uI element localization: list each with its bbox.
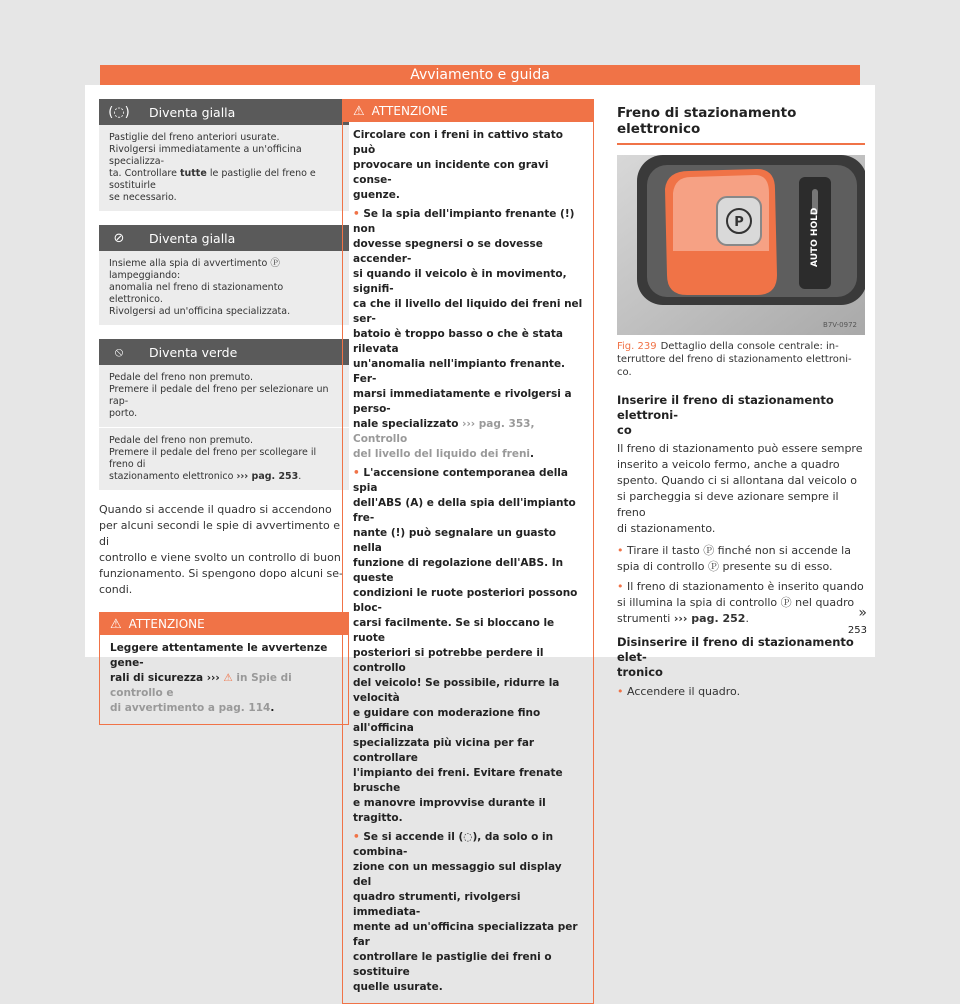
column-3 [617, 99, 865, 700]
text-span: . [270, 702, 275, 714]
bullet-icon: • [617, 544, 627, 557]
text-line: condi. [99, 583, 133, 596]
figure-console-switch [617, 155, 865, 335]
chapter-title: Avviamento e guida [410, 67, 550, 83]
text-line: ca che il livello del liquido dei freni nel ser- [353, 298, 583, 325]
page-link[interactable]: ››› pag. 252 [673, 612, 746, 625]
section-title: Freno di stazionamento elettronico [617, 99, 865, 145]
text-span: Accendere il quadro. [627, 685, 741, 698]
parking-brake-icon: Ⓟ [270, 258, 280, 269]
text-line [110, 671, 338, 701]
brake-wear-icon: (◌) [458, 831, 478, 843]
bullet-item [617, 543, 865, 575]
text-line [617, 543, 865, 559]
page-link[interactable]: di avvertimento a pag. 114 [110, 702, 271, 714]
foot-brake-icon: ⦸ [114, 344, 124, 360]
warning-body [343, 122, 593, 1003]
text-line: Premere il pedale del freno per scollegare il freno di [109, 447, 317, 470]
bullet-icon: • [617, 685, 627, 698]
text-span: stazionamento elettronico [109, 471, 237, 482]
text-span: nante [353, 527, 391, 539]
text-span: lampeggiando: [109, 270, 181, 281]
text-line: Quando si accende il quadro si accendono [99, 503, 332, 516]
text-span: , da solo o in combina- [353, 831, 554, 858]
text-span: può segnalare un guasto nella [353, 527, 557, 554]
abs-icon: (A) [405, 497, 424, 509]
text-line: Circolare con i freni in cattivo stato può [353, 129, 563, 156]
subheading-release [617, 635, 865, 680]
text-span: nel quadro [791, 596, 855, 609]
text-line: Pedale del freno non premuto. [109, 372, 253, 383]
text-line: per alcuni secondi le spie di avvertimento e di [99, 519, 340, 548]
bold-word: tutte [179, 168, 207, 179]
text-line [109, 168, 339, 192]
text-line: Il freno di stazionamento può essere sempre [617, 442, 863, 455]
text-line: Pedale del freno non premuto. [109, 435, 253, 446]
figure-number: Fig. 239 [617, 341, 657, 352]
text-line: Rivolgersi immediatamente a un'officina specializza- [109, 144, 302, 167]
text-line: L'accensione contemporanea della spia [353, 467, 568, 494]
indicator-bar-2 [99, 225, 349, 251]
text-line: del veicolo! Se possibile, ridurre la velocità [353, 677, 560, 704]
parking-brake-icon: Ⓟ [703, 544, 715, 557]
text-span: Se si accende il [363, 831, 459, 843]
text-line [617, 559, 865, 575]
warning-title: ATTENZIONE [371, 104, 448, 118]
text-line: posteriori si potrebbe perdere il controllo [353, 647, 544, 674]
text-line: Inserire il freno di stazionamento elettroni- [617, 393, 834, 422]
intro-paragraph [99, 502, 349, 598]
bullet-icon: • [353, 208, 364, 220]
indicator-desc-1 [99, 125, 349, 211]
text-line: batoio è troppo basso o che è stata rilevata [353, 328, 563, 355]
text-span: finché non si accende la [714, 544, 851, 557]
text-span: ta. Controllare [109, 168, 180, 179]
text-line: tronico [617, 665, 663, 679]
text-line: porto. [109, 408, 138, 419]
text-line: Rivolgersi ad un'officina specializzata. [109, 306, 291, 317]
indicator-title: Diventa verde [149, 344, 238, 360]
text-line: co. [617, 367, 632, 378]
text-line: spento. Quando ci si allontana dal veicolo o [617, 474, 857, 487]
figure-caption [617, 340, 865, 379]
warning-body [100, 635, 348, 724]
warning-triangle-icon: ⚠ [353, 103, 365, 119]
warning-triangle-icon: ⚠ [110, 616, 122, 632]
column-1 [99, 99, 349, 725]
indicator-title: Diventa gialla [149, 230, 236, 246]
text-line: carsi facilmente. Se si bloccano le ruote [353, 617, 555, 644]
subheading-insert [617, 393, 865, 438]
text-line: controllo e viene svolto un controllo di buon [99, 551, 341, 564]
text-line: Disinserire il freno di stazionamento elet- [617, 635, 854, 664]
warning-header [343, 100, 593, 122]
text-line [617, 579, 865, 595]
text-line: se necessario. [109, 192, 177, 203]
text-span: le pastiglie del freno e sostituirle [109, 168, 316, 191]
bullet-item [353, 466, 583, 826]
text-line: mente ad un'officina specializzata per far [353, 921, 578, 948]
column-2 [342, 99, 594, 1004]
parking-brake-fault-icon: ⊘ [113, 230, 125, 246]
bullet-item [617, 579, 865, 627]
text-line: zione con un messaggio sul display del [353, 861, 562, 888]
auto-hold-label: AUTO HOLD [810, 207, 820, 267]
text-span: Il freno di stazionamento è inserito quando [627, 580, 864, 593]
text-line: di stazionamento. [617, 522, 716, 535]
warning-intro [353, 128, 583, 203]
text-line: inserito a veicolo fermo, anche a quadro [617, 458, 840, 471]
text-line: specializzata più vicina per far controllare [353, 737, 535, 764]
parking-brake-icon: Ⓟ [780, 596, 792, 609]
text-line [617, 611, 865, 627]
indicator-desc-3a [99, 365, 349, 427]
text-span: dell'ABS [353, 497, 406, 509]
text-line: un'anomalia nell'impianto frenante. Fer- [353, 358, 566, 385]
text-line: Leggere attentamente le avvertenze gene- [110, 642, 328, 669]
warning-box-2 [342, 99, 594, 1004]
text-span: . [298, 471, 302, 482]
figure-code: B7V-0972 [823, 321, 857, 329]
bullet-icon: • [353, 467, 364, 479]
text-span: rali di sicurezza [110, 672, 207, 684]
text-span: . [530, 448, 535, 460]
bullet-icon: • [617, 580, 627, 593]
text-line: Premere il pedale del freno per selezionare un rap- [109, 384, 329, 407]
text-span: e della spia dell'impianto fre- [353, 497, 576, 524]
text-line [110, 701, 338, 716]
text-line: dovesse spegnersi o se dovesse accender- [353, 238, 543, 265]
text-line: funzionamento. Si spengono dopo alcuni se- [99, 567, 344, 580]
indicator-desc-2 [99, 251, 349, 325]
text-line: guenze. [353, 189, 400, 201]
text-span: . [745, 612, 749, 625]
page-header [100, 65, 860, 85]
page [85, 85, 875, 993]
text-line: l'impianto dei freni. Evitare frenate brusche [353, 767, 563, 794]
text-span: nale specializzato [353, 418, 463, 430]
indicator-title: Diventa gialla [149, 104, 236, 120]
indicator-bar-3 [99, 339, 349, 365]
text-line: provocare un incidente con gravi conse- [353, 159, 549, 186]
insert-paragraph [617, 441, 865, 537]
indicator-desc-3b [99, 428, 349, 490]
text-span: Tirare il tasto [627, 544, 704, 557]
text-line: e manovre improvvise durante il tragitto. [353, 797, 546, 824]
warning-title: ATTENZIONE [128, 617, 205, 631]
text-span: presente su di esso. [718, 560, 833, 573]
ref-arrows: ››› [206, 672, 224, 684]
text-span: non [353, 223, 376, 235]
bullet-item [353, 207, 583, 462]
text-line: anomalia nel freno di stazionamento elettronico. [109, 282, 284, 305]
text-line [109, 471, 339, 483]
indicator-bar-1 [99, 99, 349, 125]
text-line: funzione di regolazione dell'ABS. In queste [353, 557, 564, 584]
page-link[interactable]: ››› pag. 353, Controllo [353, 418, 535, 445]
brake-wear-icon: (◌) [108, 104, 130, 120]
text-span: spia di controllo [617, 560, 708, 573]
bullet-icon: • [353, 831, 364, 843]
brake-system-icon: (!) [560, 208, 575, 220]
text-line: si parcheggia si deve azionare sempre il freno [617, 490, 839, 519]
bullet-item [353, 830, 583, 995]
brake-system-icon: (!) [390, 527, 406, 539]
text-span: Se la spia dell'impianto frenante [363, 208, 561, 220]
text-line: marsi immediatamente e rivolgersi a perso- [353, 388, 572, 415]
page-link[interactable]: del livello del liquido dei freni [353, 448, 531, 460]
text-line: co [617, 423, 632, 437]
text-line: e guidare con moderazione fino all'officina [353, 707, 541, 734]
text-line: quelle usurate. [353, 981, 443, 993]
text-span: Insieme alla spia di avvertimento [109, 258, 271, 269]
text-line: si quando il veicolo è in movimento, signifi- [353, 268, 567, 295]
text-line: quadro strumenti, rivolgersi immediata- [353, 891, 521, 918]
warning-box-1 [99, 612, 349, 725]
warning-header [100, 613, 348, 635]
text-line: terruttore del freno di stazionamento elettroni- [617, 354, 852, 365]
page-link[interactable]: ››› pag. 253 [236, 471, 299, 482]
text-line: Pastiglie del freno anteriori usurate. [109, 132, 280, 143]
text-span: si illumina la spia di controllo [617, 596, 781, 609]
text-line [617, 595, 865, 611]
text-line: condizioni le ruote posteriori possono bloc- [353, 587, 578, 614]
page-link[interactable]: in Spie di controllo e [110, 672, 292, 699]
text-span: strumenti [617, 612, 674, 625]
text-line: controllare le pastiglie dei freni o sostituire [353, 951, 552, 978]
warning-triangle-icon: ⚠ [223, 672, 233, 684]
text-line [109, 258, 339, 282]
console-illustration [617, 155, 865, 335]
bullet-item [617, 684, 865, 700]
page-number: 253 [847, 625, 867, 636]
text-span: Dettaglio della console centrale: in- [660, 341, 839, 352]
continue-arrow-icon: » [858, 605, 867, 621]
parking-brake-icon: Ⓟ [707, 560, 719, 573]
svg-text:P: P [734, 215, 744, 230]
